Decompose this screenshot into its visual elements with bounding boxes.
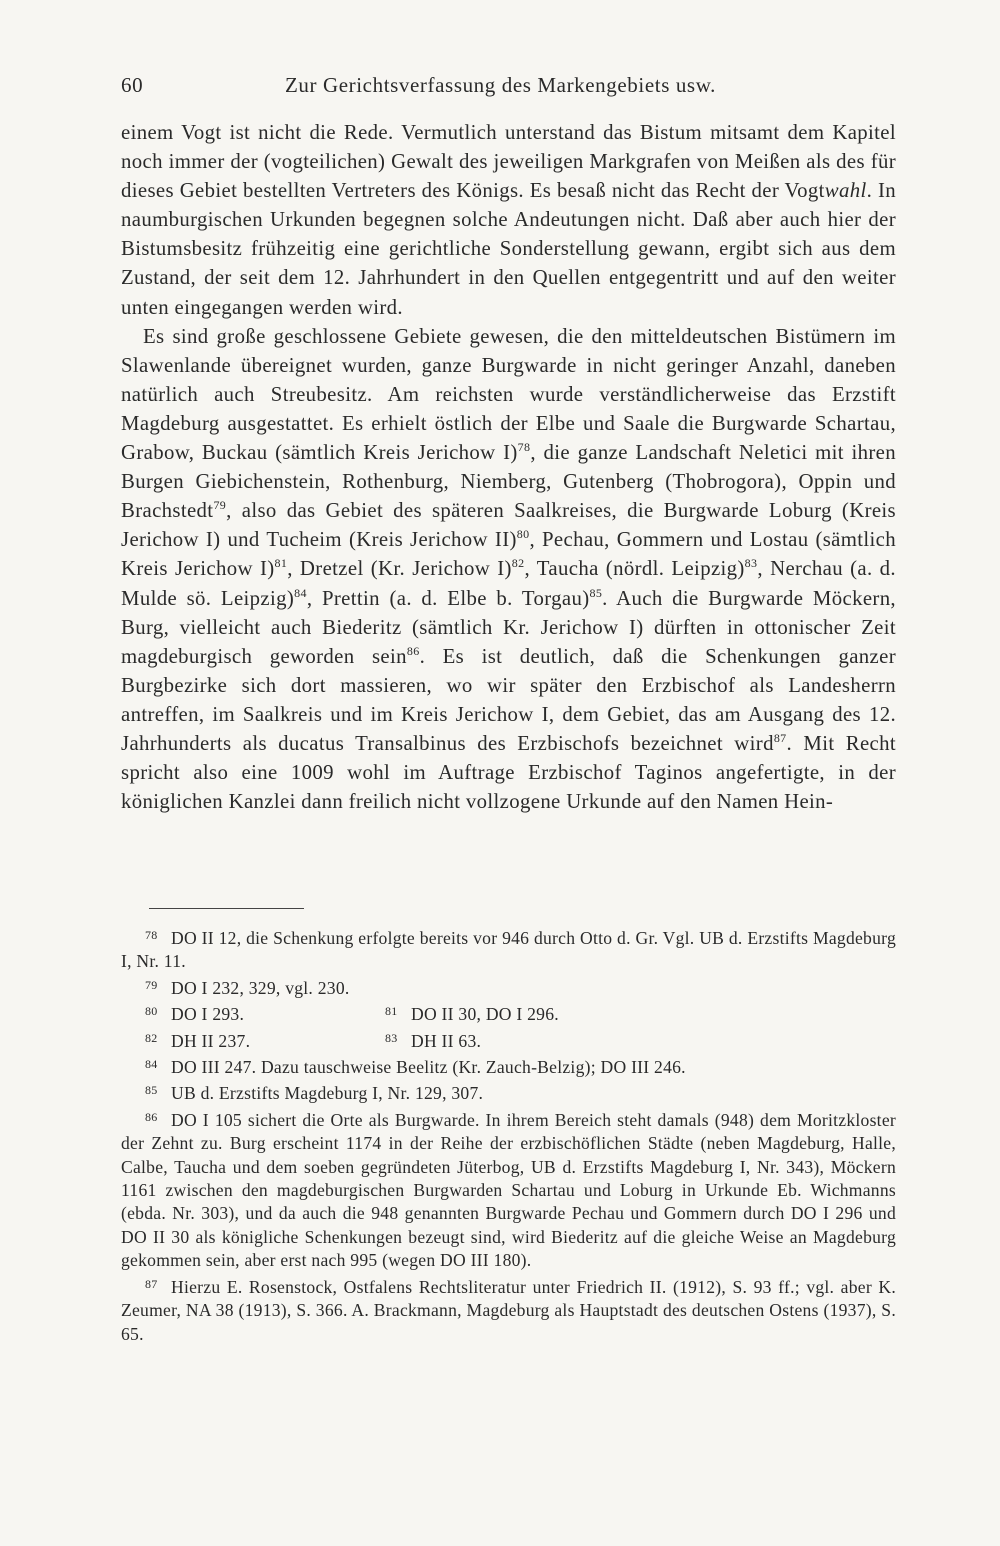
footnote-ref[interactable]: 79 (213, 498, 227, 513)
paragraph: Es sind große geschlossene Gebiete gewesen, die den mitteldeutschen Bistümern im Slawenlande übereignet wurden, ganze Burgwarde in nicht geringer Anzahl, daneben natürlich auch Streubesitz. Am reichsten wurde verständlicherweise das Erzstift Magdeburg ausgestattet. Es erhielt östlich der Elbe und Saale die Burgwarde Schartau, Grabow, Buckau (sämtlich Kreis Jerichow I)$^{78}$, die ganze Landschaft Neletici mit ihren Burgen Giebichenstein, Rothenburg, Niemberg, Gutenberg (Thobrogora), Oppin und Brachstedt$^{79}$, also das Gebiet des späteren Saalkreises, die Burgwarde Loburg (Kreis Jerichow I) und Tucheim (Kreis Jerichow II)$^{80}$, Pechau, Gommern und Lostau (sämtlich Kreis Jerichow I)$^{81}$, Dretzel (Kr. Jerichow I)$^{82}$, Taucha (nördl. Leipzig)$^{83}$, Nerchau (a. d. Mulde sö. Leipzig)$^{84}$, Prettin (a. d. Elbe b. Torgau)$^{85}$. Auch die Burgwarde Möckern, Burg, vielleicht auch Biederitz (sämtlich Kr. Jerichow I) dürften in ottonischer Zeit magdeburgisch geworden sein$^{86}$. Es ist deutlich, daß die Schenkungen ganzer Burgbezirke sich dort massieren, wo wir später den Erzbischof als Landesherrn antreffen, im Saalkreis und im Kreis Jerichow I, dem Gebiet, das am Ausgang des 12. Jahrhunderts als ducatus Transalbinus des Erzbischofs bezeichnet wird$^{87}$. Mit Recht spricht also eine 1009 wohl im Auftrage Erzbischof Taginos angefertigte, in der königlichen Kanzlei dann freilich nicht vollzogene Urkunde auf den Namen Hein- (121, 324, 897, 814)
footnote-ref[interactable]: 80 (516, 527, 530, 542)
footnote-divider (149, 908, 304, 909)
footnote-number: 78 (145, 928, 158, 942)
footnote-ref[interactable]: 87 (773, 731, 787, 746)
main-text (121, 118, 896, 816)
page-header (121, 73, 896, 103)
emphasis: wahl (824, 179, 867, 203)
footnote-number: 82 (145, 1030, 158, 1045)
footnote: 78 DO II 12, die Schenkung erfolgte bereits vor 946 durch Otto d. Gr. Vgl. UB d. Erzstifts Magdeburg I, Nr. 11. (121, 924, 896, 974)
running-head: Zur Gerichtsverfassung des Markengebiets usw. (285, 73, 716, 97)
footnote: 81 DO II 30, DO I 296. (361, 1000, 601, 1026)
footnote: 86 DO I 105 sichert die Orte als Burgwarde. In ihrem Bereich steht damals (948) dem Moritzkloster der Zehnt zu. Burg erscheint 1174 in der Reihe der erzbischöflichen Städte (neben Magdeburg, Halle, Calbe, Taucha und dem soeben gegründeten Jüterbog, UB d. Erzstifts Magdeburg I, Nr. 343), Möckern 1161 zwischen den magdeburgischen Burgwarden Schartau und Loburg in Urkunde Eb. Wichmanns (ebda. Nr. 303), und da auch die 948 genannten Burgwarde Pechau und Gommern durch DO I 296 und DO II 30 als königliche Schenkungen bezeugt sind, wird Biederitz auf die gleiche Weise an Magdeburg gekommen sein, aber erst nach 995 (wegen DO III 180). (121, 1106, 896, 1273)
footnote: 80 DO I 293. (121, 1000, 361, 1026)
footnote-number: 84 (145, 1057, 158, 1072)
footnote: 83 DH II 63. (361, 1027, 601, 1053)
footnotes (121, 924, 896, 1346)
footnote-ref[interactable]: 82 (511, 556, 525, 571)
paragraph: einem Vogt ist nicht die Rede. Vermutlich unterstand das Bistum mitsamt dem Kapitel noch immer der (vogteilichen) Gewalt des jeweiligen Markgrafen von Meißen als des für dieses Gebiet bestellten Vertreters des Königs. Es besaß nicht das Recht der Vogtwahl. In naumburgischen Urkunden begegnen solche Andeutungen nicht. Daß aber auch hier der Bistumsbesitz frühzeitig eine gerichtliche Sonderstellung gewann, ergibt sich aus dem Zustand, der seit dem 12. Jahrhundert in den Quellen entgegentritt und auf den weiter unten eingegangen werden wird. (121, 121, 896, 319)
footnote: 79 DO I 232, 329, vgl. 230. (121, 974, 896, 1000)
footnote-ref[interactable]: 81 (274, 556, 288, 571)
footnote-row (121, 1027, 896, 1053)
footnote-number: 80 (145, 1004, 158, 1019)
footnote-ref[interactable]: 78 (517, 440, 531, 455)
footnote-number: 86 (145, 1109, 158, 1124)
footnote-ref[interactable]: 86 (406, 643, 420, 658)
footnote-number: 81 (385, 1004, 398, 1019)
footnote: 82 DH II 237. (121, 1027, 361, 1053)
footnote-ref[interactable]: 84 (294, 585, 307, 600)
footnote-ref[interactable]: 85 (589, 585, 603, 600)
footnote-ref[interactable]: 83 (744, 556, 758, 571)
footnote-number: 79 (145, 977, 158, 992)
footnote-number: 87 (145, 1276, 158, 1291)
footnote-number: 85 (145, 1083, 158, 1098)
footnote: 87 Hierzu E. Rosenstock, Ostfalens Rechtsliteratur unter Friedrich II. (1912), S. 93 ff.; vgl. aber K. Zeumer, NA 38 (1913), S. 366. A. Brackmann, Magdeburg als Hauptstadt des deutschen Ostens (1937), S. 65. (121, 1273, 896, 1346)
footnote: 85 UB d. Erzstifts Magdeburg I, Nr. 129, 307. (121, 1079, 896, 1105)
footnote-number: 83 (385, 1030, 398, 1045)
page-number: 60 (121, 73, 144, 97)
footnote: 84 DO III 247. Dazu tauschweise Beelitz (Kr. Zauch-Belzig); DO III 246. (121, 1053, 896, 1079)
footnote-row (121, 1000, 896, 1026)
